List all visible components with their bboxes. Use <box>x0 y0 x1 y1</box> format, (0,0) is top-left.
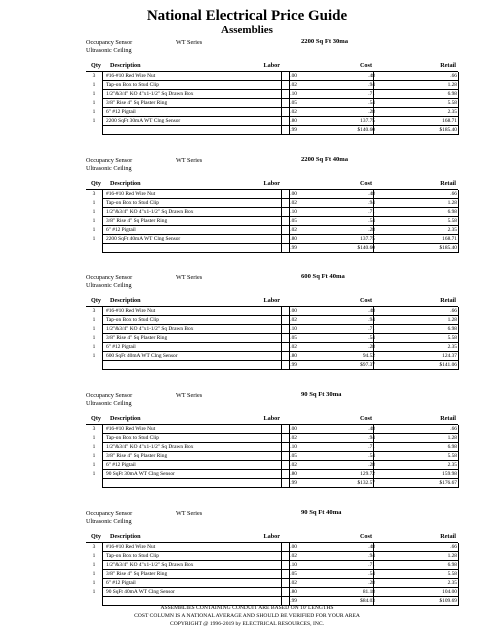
item-description: Tap-on Box to Stud Clip <box>106 200 159 206</box>
item-labor: .80 <box>290 236 297 242</box>
item-description: 1/2"&3/4" KO 4"x1-1/2" Sq Drawn Box <box>106 326 194 332</box>
section-series: WT Series <box>176 157 203 164</box>
item-description: #16-#10 Red Wire Nut <box>106 73 156 79</box>
item-labor: .02 <box>290 109 297 115</box>
section-subtitle: Ultrasonic Ceiling <box>86 165 132 172</box>
section-header <box>86 156 458 178</box>
item-description: 2200 SqFt 40mA WT Clng Sensor <box>106 236 181 242</box>
item-retail: .66 <box>450 544 457 550</box>
total-retail: $141.06 <box>439 362 457 368</box>
column-header-description: Description <box>110 62 141 69</box>
item-qty: 1 <box>92 344 96 350</box>
column-header-qty: Qty <box>91 533 101 540</box>
item-cost: .71 <box>368 444 375 450</box>
item-retail: 5.58 <box>447 100 457 106</box>
item-description: 1/2"&3/4" KO 4"x1-1/2" Sq Drawn Box <box>106 562 194 568</box>
footer-copyright: COPYRIGHT @ 1996-2019 by ELECTRICAL RESOURCES, INC. <box>169 621 324 627</box>
item-description: Tap-on Box to Stud Clip <box>106 82 159 88</box>
item-description: 3/8" Rise 4" Sq Plaster Ring <box>106 335 168 341</box>
total-cost: $84.03 <box>360 598 375 604</box>
item-cost: .54 <box>368 100 375 106</box>
column-divider <box>289 543 290 606</box>
item-labor: .10 <box>290 444 297 450</box>
item-labor: .10 <box>290 209 297 215</box>
item-labor: .00 <box>290 191 297 197</box>
item-qty: 1 <box>92 571 96 577</box>
item-qty: 1 <box>92 462 96 468</box>
section-series: WT Series <box>176 510 203 517</box>
column-header-row <box>86 178 458 190</box>
item-qty: 1 <box>92 444 96 450</box>
item-retail: .66 <box>450 426 457 432</box>
page-subtitle: Assemblies <box>221 24 273 36</box>
total-retail: $185.40 <box>439 245 457 251</box>
column-header-row <box>86 531 458 543</box>
column-header-cost: Cost <box>359 533 372 540</box>
column-header-description: Description <box>110 297 141 304</box>
assembly-section <box>86 38 458 135</box>
item-labor: .02 <box>290 580 297 586</box>
column-header-retail: Retail <box>440 62 456 69</box>
item-labor: .00 <box>290 308 297 314</box>
item-qty: 1 <box>92 218 96 224</box>
section-series: WT Series <box>176 274 203 281</box>
item-qty: 1 <box>92 209 96 215</box>
column-header-description: Description <box>110 415 141 422</box>
item-cost: .94 <box>368 435 375 441</box>
assembly-section <box>86 391 458 488</box>
item-qty: 3 <box>92 544 96 550</box>
item-description: #16-#10 Red Wire Nut <box>106 308 156 314</box>
item-cost: .54 <box>368 453 375 459</box>
item-description: 90 SqFt 30mA WT Clng Sensor <box>106 471 175 477</box>
item-retail: 1.28 <box>447 200 457 206</box>
item-retail: .66 <box>450 191 457 197</box>
item-description: 90 SqFt 40mA WT Clng Sensor <box>106 589 175 595</box>
item-retail: 5.58 <box>447 571 457 577</box>
item-retail: 6.98 <box>447 444 457 450</box>
item-description: 6" #12 Pigtail <box>106 227 136 233</box>
item-retail: 168.71 <box>442 236 457 242</box>
footer-note-cost: COST COLUMN IS A NATIONAL AVERAGE AND SHOULD BE VERIFIED FOR YOUR AREA <box>134 613 360 619</box>
item-qty: 1 <box>92 553 96 559</box>
item-retail: 104.00 <box>442 589 457 595</box>
section-name: Occupancy Sensor <box>86 510 133 517</box>
item-qty: 1 <box>92 200 96 206</box>
item-qty: 1 <box>92 227 96 233</box>
item-description: 1/2"&3/4" KO 4"x1-1/2" Sq Drawn Box <box>106 209 194 215</box>
item-cost: 94.52 <box>362 353 375 359</box>
column-header-retail: Retail <box>440 415 456 422</box>
column-divider <box>281 72 282 135</box>
item-retail: 2.35 <box>447 344 457 350</box>
item-retail: 2.35 <box>447 227 457 233</box>
column-header-cost: Cost <box>359 62 372 69</box>
column-header-row <box>86 60 458 72</box>
section-header <box>86 273 458 295</box>
section-subtitle: Ultrasonic Ceiling <box>86 400 132 407</box>
item-description: 1/2"&3/4" KO 4"x1-1/2" Sq Drawn Box <box>106 444 194 450</box>
item-cost: .54 <box>368 218 375 224</box>
total-cost: $140.60 <box>357 245 375 251</box>
item-retail: 159.98 <box>442 471 457 477</box>
item-description: #16-#10 Red Wire Nut <box>106 191 156 197</box>
item-qty: 1 <box>92 91 96 97</box>
item-qty: 3 <box>92 73 96 79</box>
item-labor: .00 <box>290 73 297 79</box>
item-description: Tap-on Box to Stud Clip <box>106 435 159 441</box>
total-labor: .99 <box>290 598 297 604</box>
item-labor: .05 <box>290 453 297 459</box>
item-description: 6" #12 Pigtail <box>106 109 136 115</box>
item-labor: .05 <box>290 335 297 341</box>
item-qty: 3 <box>92 191 96 197</box>
section-size: 2200 Sq Ft 40ma <box>301 156 349 163</box>
column-header-retail: Retail <box>440 180 456 187</box>
item-labor: .02 <box>290 462 297 468</box>
section-header <box>86 391 458 413</box>
section-series: WT Series <box>176 392 203 399</box>
item-cost: 137.75 <box>360 236 375 242</box>
item-cost: .71 <box>368 91 375 97</box>
column-header-description: Description <box>110 180 141 187</box>
item-cost: .71 <box>368 326 375 332</box>
column-divider <box>281 543 282 606</box>
item-description: #16-#10 Red Wire Nut <box>106 544 156 550</box>
item-cost: .28 <box>368 227 375 233</box>
section-name: Occupancy Sensor <box>86 39 133 46</box>
item-qty: 1 <box>92 589 96 595</box>
item-labor: .05 <box>290 218 297 224</box>
total-cost: $132.57 <box>357 480 375 486</box>
item-qty: 1 <box>92 317 96 323</box>
item-retail: .66 <box>450 73 457 79</box>
column-header-cost: Cost <box>359 180 372 187</box>
item-retail: 6.98 <box>447 562 457 568</box>
item-cost: 137.75 <box>360 118 375 124</box>
column-header-cost: Cost <box>359 415 372 422</box>
column-header-qty: Qty <box>91 62 101 69</box>
column-header-retail: Retail <box>440 533 456 540</box>
item-qty: 1 <box>92 471 96 477</box>
item-cost: .54 <box>368 335 375 341</box>
item-description: 6" #12 Pigtail <box>106 344 136 350</box>
section-name: Occupancy Sensor <box>86 274 133 281</box>
item-retail: 1.28 <box>447 435 457 441</box>
item-qty: 1 <box>92 109 96 115</box>
column-header-labor: Labor <box>263 62 280 69</box>
item-description: 3/8" Rise 4" Sq Plaster Ring <box>106 453 168 459</box>
section-header <box>86 38 458 60</box>
section-header <box>86 509 458 531</box>
item-retail: 1.28 <box>447 317 457 323</box>
item-labor: .80 <box>290 589 297 595</box>
section-size: 90 Sq Ft 40ma <box>301 509 342 516</box>
item-qty: 1 <box>92 353 96 359</box>
column-divider <box>373 307 374 370</box>
item-labor: .02 <box>290 82 297 88</box>
total-retail: $185.40 <box>439 127 457 133</box>
item-cost: .71 <box>368 562 375 568</box>
assembly-section <box>86 509 458 606</box>
column-header-cost: Cost <box>359 297 372 304</box>
item-labor: .80 <box>290 471 297 477</box>
item-cost: .94 <box>368 200 375 206</box>
item-labor: .02 <box>290 227 297 233</box>
item-cost: .54 <box>368 571 375 577</box>
item-labor: .10 <box>290 91 297 97</box>
column-header-labor: Labor <box>263 415 280 422</box>
item-retail: 1.28 <box>447 553 457 559</box>
column-header-labor: Labor <box>263 297 280 304</box>
item-labor: .02 <box>290 435 297 441</box>
item-retail: 5.58 <box>447 218 457 224</box>
section-subtitle: Ultrasonic Ceiling <box>86 282 132 289</box>
column-divider <box>373 190 374 253</box>
item-description: Tap-on Box to Stud Clip <box>106 553 159 559</box>
item-cost: .71 <box>368 209 375 215</box>
item-qty: 1 <box>92 562 96 568</box>
item-qty: 1 <box>92 580 96 586</box>
column-divider <box>458 307 459 370</box>
item-cost: .48 <box>368 73 375 79</box>
column-header-labor: Labor <box>263 180 280 187</box>
section-series: WT Series <box>176 39 203 46</box>
total-retail: $176.67 <box>439 480 457 486</box>
total-labor: .99 <box>290 362 297 368</box>
line-items-table <box>92 425 459 488</box>
item-qty: 1 <box>92 453 96 459</box>
item-labor: .02 <box>290 317 297 323</box>
column-divider <box>458 72 459 135</box>
item-labor: .10 <box>290 326 297 332</box>
item-retail: 2.35 <box>447 580 457 586</box>
item-description: 3/8" Rise 4" Sq Plaster Ring <box>106 100 168 106</box>
item-retail: 1.28 <box>447 82 457 88</box>
item-labor: .02 <box>290 553 297 559</box>
section-subtitle: Ultrasonic Ceiling <box>86 518 132 525</box>
column-header-row <box>86 413 458 425</box>
item-retail: 2.35 <box>447 109 457 115</box>
item-retail: 168.71 <box>442 118 457 124</box>
line-items-table <box>92 190 459 253</box>
total-retail: $109.69 <box>439 598 457 604</box>
column-divider <box>373 425 374 488</box>
item-cost: .94 <box>368 553 375 559</box>
column-header-qty: Qty <box>91 415 101 422</box>
section-size: 90 Sq Ft 30ma <box>301 391 342 398</box>
column-divider <box>289 307 290 370</box>
column-divider <box>281 190 282 253</box>
total-labor: .99 <box>290 480 297 486</box>
column-divider <box>289 72 290 135</box>
assembly-section <box>86 156 458 253</box>
item-retail: 5.58 <box>447 335 457 341</box>
total-cost: $140.60 <box>357 127 375 133</box>
item-description: 6" #12 Pigtail <box>106 462 136 468</box>
item-cost: .48 <box>368 191 375 197</box>
column-header-description: Description <box>110 533 141 540</box>
line-items-table <box>92 72 459 135</box>
item-qty: 1 <box>92 236 96 242</box>
item-qty: 3 <box>92 426 96 432</box>
item-cost: .28 <box>368 344 375 350</box>
column-divider <box>281 425 282 488</box>
item-labor: .05 <box>290 100 297 106</box>
item-description: 1/2"&3/4" KO 4"x1-1/2" Sq Drawn Box <box>106 91 194 97</box>
column-divider <box>289 425 290 488</box>
item-description: 3/8" Rise 4" Sq Plaster Ring <box>106 218 168 224</box>
item-retail: 124.37 <box>442 353 457 359</box>
column-header-row <box>86 295 458 307</box>
line-items-table <box>92 543 459 606</box>
column-divider <box>373 543 374 606</box>
item-labor: .02 <box>290 200 297 206</box>
item-labor: .00 <box>290 544 297 550</box>
item-qty: 1 <box>92 100 96 106</box>
assembly-section <box>86 273 458 370</box>
page-title: National Electrical Price Guide <box>146 8 348 24</box>
column-divider <box>373 72 374 135</box>
item-qty: 3 <box>92 308 96 314</box>
item-description: Tap-on Box to Stud Clip <box>106 317 159 323</box>
item-qty: 1 <box>92 335 96 341</box>
column-header-labor: Labor <box>263 533 280 540</box>
item-retail: 6.98 <box>447 91 457 97</box>
footer-note-conduit: ASSEMBLIES CONTAINING CONDUIT ARE BASED ON 10' LENGTHS <box>160 605 334 611</box>
item-cost: .48 <box>368 308 375 314</box>
item-labor: .00 <box>290 426 297 432</box>
total-labor: .99 <box>290 245 297 251</box>
item-retail: 2.35 <box>447 462 457 468</box>
section-name: Occupancy Sensor <box>86 392 133 399</box>
item-labor: .10 <box>290 562 297 568</box>
item-cost: .48 <box>368 426 375 432</box>
item-cost: 129.72 <box>360 471 375 477</box>
item-cost: .94 <box>368 317 375 323</box>
item-retail: 6.98 <box>447 326 457 332</box>
line-items-table <box>92 307 459 370</box>
item-labor: .80 <box>290 353 297 359</box>
item-description: 2200 SqFt 30mA WT Clng Sensor <box>106 118 181 124</box>
item-qty: 1 <box>92 326 96 332</box>
item-retail: .66 <box>450 308 457 314</box>
column-divider <box>281 307 282 370</box>
column-header-retail: Retail <box>440 297 456 304</box>
item-qty: 1 <box>92 435 96 441</box>
column-header-qty: Qty <box>91 297 101 304</box>
item-retail: 5.58 <box>447 453 457 459</box>
column-divider <box>458 543 459 606</box>
section-size: 2200 Sq Ft 30ma <box>301 38 349 45</box>
item-cost: 81.18 <box>362 589 375 595</box>
item-cost: .28 <box>368 462 375 468</box>
item-retail: 6.98 <box>447 209 457 215</box>
section-subtitle: Ultrasonic Ceiling <box>86 47 132 54</box>
item-labor: .05 <box>290 571 297 577</box>
item-cost: .94 <box>368 82 375 88</box>
item-labor: .02 <box>290 344 297 350</box>
item-cost: .28 <box>368 580 375 586</box>
column-divider <box>458 425 459 488</box>
item-description: 600 SqFt 40mA WT Clng Sensor <box>106 353 178 359</box>
section-size: 600 Sq Ft 40ma <box>301 273 345 280</box>
item-qty: 1 <box>92 118 96 124</box>
column-header-qty: Qty <box>91 180 101 187</box>
item-description: 3/8" Rise 4" Sq Plaster Ring <box>106 571 168 577</box>
item-description: #16-#10 Red Wire Nut <box>106 426 156 432</box>
item-qty: 1 <box>92 82 96 88</box>
total-labor: .99 <box>290 127 297 133</box>
item-cost: .48 <box>368 544 375 550</box>
item-description: 6" #12 Pigtail <box>106 580 136 586</box>
section-name: Occupancy Sensor <box>86 157 133 164</box>
total-cost: $97.37 <box>360 362 375 368</box>
item-cost: .28 <box>368 109 375 115</box>
column-divider <box>289 190 290 253</box>
column-divider <box>458 190 459 253</box>
item-labor: .80 <box>290 118 297 124</box>
